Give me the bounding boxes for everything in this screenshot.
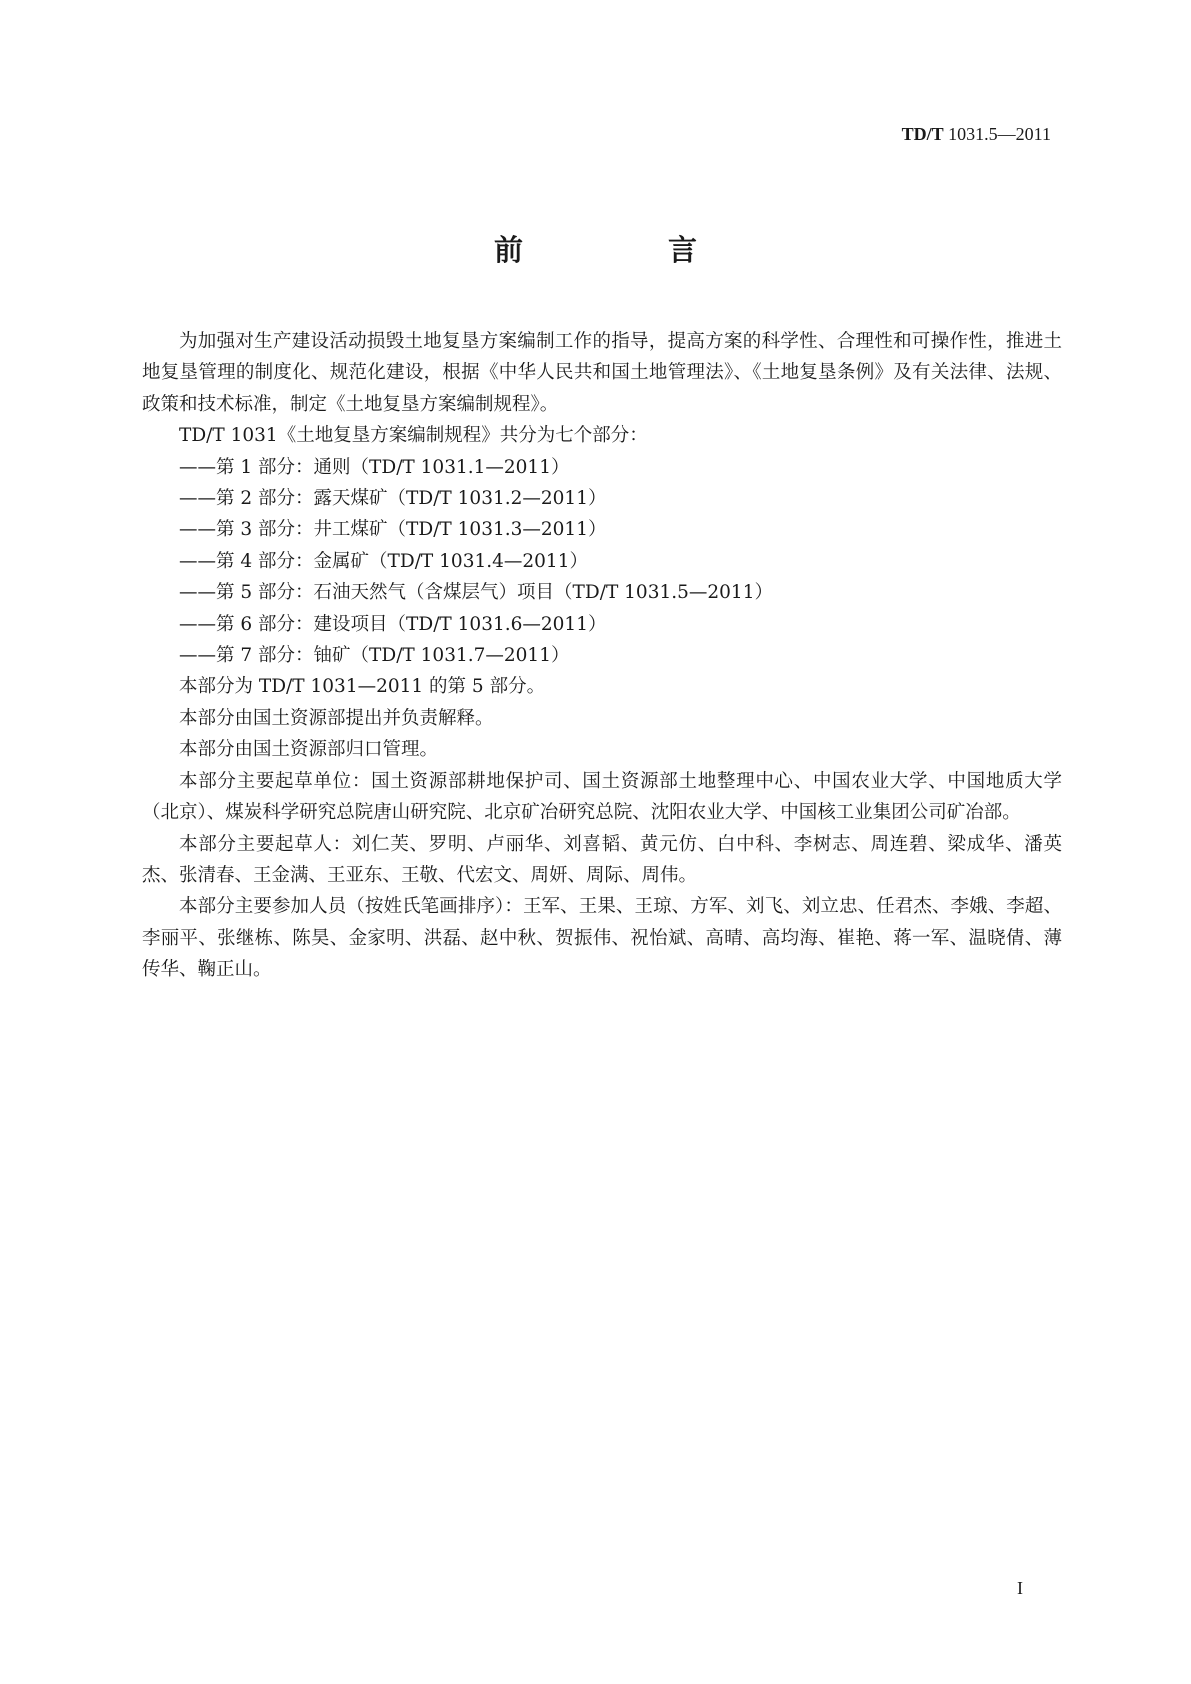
administration-paragraph: 本部分由国土资源部归口管理。: [179, 739, 439, 761]
foreword-body: [142, 326, 1062, 986]
list-item: ——第 1 部分：通则（TD/T 1031.1—2011）: [179, 456, 570, 478]
participants-paragraph: 本部分主要参加人员（按姓氏笔画排序）：王军、王果、王琼、方军、刘飞、刘立忠、任君杰、李娥、李超、李丽平、张继栋、陈昊、金家明、洪磊、赵中秋、贺振伟、祝怡斌、高晴、高均海、崔艳、蒋一军、温晓倩、薄传华、鞠正山。: [142, 896, 1062, 981]
drafters-paragraph: 本部分主要起草人：刘仁芙、罗明、卢丽华、刘喜韬、黄元仿、白中科、李树志、周连碧、梁成华、潘英杰、张清春、王金满、王亚东、王敬、代宏文、周妍、周际、周伟。: [142, 833, 1062, 886]
list-item: ——第 2 部分：露天煤矿（TD/T 1031.2—2011）: [179, 488, 607, 510]
intro-paragraph: 为加强对生产建设活动损毁土地复垦方案编制工作的指导，提高方案的科学性、合理性和可操作性，推进土地复垦管理的制度化、规范化建设，根据《中华人民共和国土地管理法》、《土地复垦条例》及有关法律、法规、政策和技术标准，制定《土地复垦方案编制规程》。: [142, 331, 1062, 415]
list-item: ——第 3 部分：井工煤矿（TD/T 1031.3—2011）: [179, 519, 607, 541]
document-code-number: 1031.5—2011: [948, 124, 1051, 144]
proposer-paragraph: 本部分由国土资源部提出并负责解释。: [179, 707, 494, 729]
list-item: ——第 4 部分：金属矿（TD/T 1031.4—2011）: [179, 550, 588, 572]
parts-overview-paragraph: TD/T 1031《土地复垦方案编制规程》共分为七个部分：: [179, 425, 648, 447]
document-code: [902, 124, 1051, 145]
list-item: ——第 7 部分：铀矿（TD/T 1031.7—2011）: [179, 645, 570, 667]
list-item: ——第 5 部分：石油天然气（含煤层气）项目（TD/T 1031.5—2011）: [179, 582, 773, 604]
parts-list: [142, 452, 1062, 672]
drafting-units-paragraph: 本部分主要起草单位：国土资源部耕地保护司、国土资源部土地整理中心、中国农业大学、中国地质大学（北京）、煤炭科学研究总院唐山研究院、北京矿冶研究总院、沈阳农业大学、中国核工业集团公司矿冶部。: [142, 770, 1062, 824]
document-code-prefix: TD/T: [901, 124, 944, 144]
list-item: ——第 6 部分：建设项目（TD/T 1031.6—2011）: [179, 613, 607, 635]
page-number: I: [1017, 1578, 1023, 1598]
part-number-paragraph: 本部分为 TD/T 1031—2011 的第 5 部分。: [179, 676, 546, 698]
page-title: 前 言: [493, 233, 755, 267]
